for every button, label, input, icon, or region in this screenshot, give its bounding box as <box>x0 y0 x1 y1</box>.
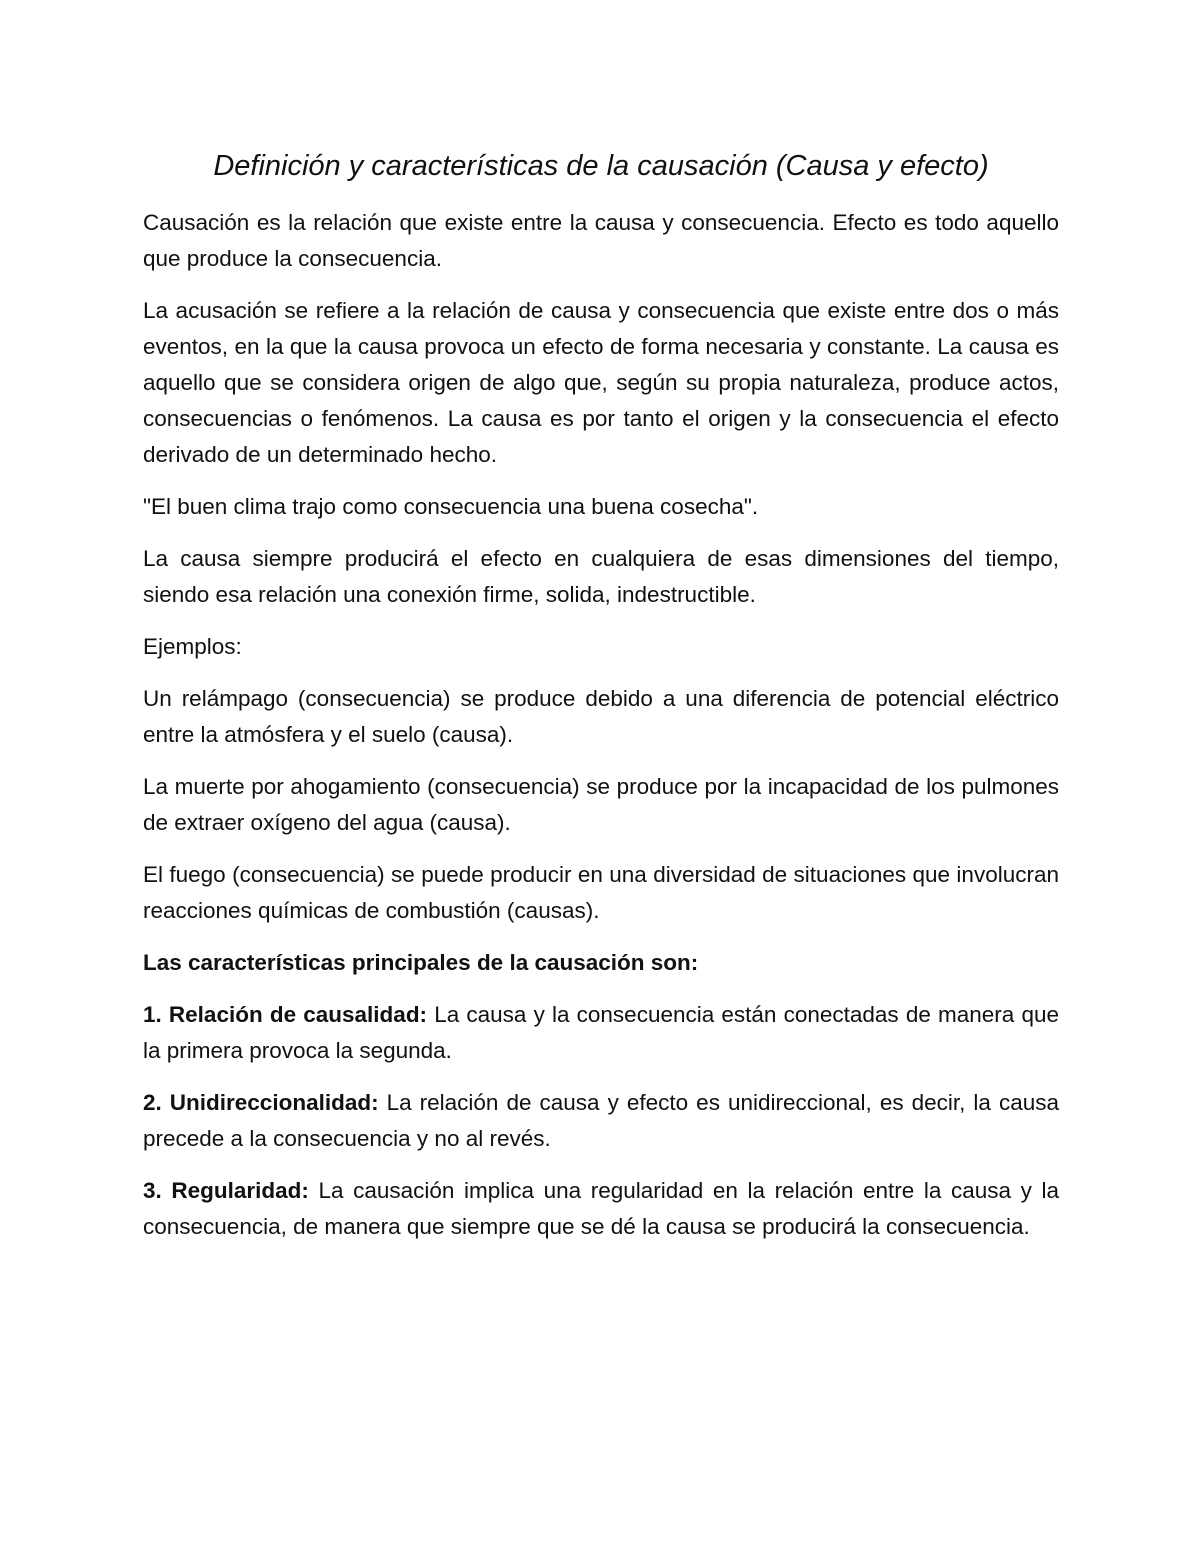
example-paragraph-fire: El fuego (consecuencia) se puede producir en una diversidad de situaciones que involucran reacciones químicas de combustión (causas). <box>143 862 1059 923</box>
characteristic-text: La causa y la consecuencia están conectadas de manera que la primera provoca la segunda. <box>143 1002 1059 1063</box>
characteristic-term: 3. Regularidad: <box>143 1178 309 1203</box>
document-title: Definición y características de la causación (Causa y efecto) <box>213 150 989 182</box>
example-paragraph-lightning: Un relámpago (consecuencia) se produce debido a una diferencia de potencial eléctrico entre la atmósfera y el suelo (causa). <box>143 686 1059 747</box>
quote-paragraph: "El buen clima trajo como consecuencia una buena cosecha". <box>143 494 759 519</box>
characteristics-heading: Las características principales de la causación son: <box>143 950 699 975</box>
characteristic-term: 2. Unidireccionalidad: <box>143 1090 379 1115</box>
examples-label: Ejemplos: <box>143 634 242 659</box>
characteristic-text: La relación de causa y efecto es unidireccional, es decir, la causa precede a la consecuencia y no al revés. <box>143 1090 1059 1151</box>
example-paragraph-drowning: La muerte por ahogamiento (consecuencia) se produce por la incapacidad de los pulmones de extraer oxígeno del agua (causa). <box>143 774 1059 835</box>
characteristic-term: 1. Relación de causalidad: <box>143 1002 428 1027</box>
characteristic-text: La causación implica una regularidad en la relación entre la causa y la consecuencia, de manera que siempre que se dé la causa se producirá la consecuencia. <box>143 1178 1059 1239</box>
intro-paragraph: Causación es la relación que existe entre la causa y consecuencia. Efecto es todo aquello que produce la consecuencia. <box>143 210 1059 271</box>
characteristic-item-regularity <box>143 1173 1059 1245</box>
characteristic-item-causality <box>143 997 1059 1069</box>
definition-paragraph: La acusación se refiere a la relación de causa y consecuencia que existe entre dos o más eventos, en la que la causa provoca un efecto de forma necesaria y constante. La causa es aquello que se considera origen de algo que, según su propia naturaleza, produce actos, consecuencias o fenómenos. La causa es por tanto el origen y la consecuencia el efecto derivado de un determinado hecho. <box>143 298 1059 467</box>
document-body <box>143 142 1059 1261</box>
time-paragraph: La causa siempre producirá el efecto en cualquiera de esas dimensiones del tiempo, siendo esa relación una conexión firme, solida, indestructible. <box>143 546 1059 607</box>
characteristic-item-unidirectionality <box>143 1085 1059 1157</box>
